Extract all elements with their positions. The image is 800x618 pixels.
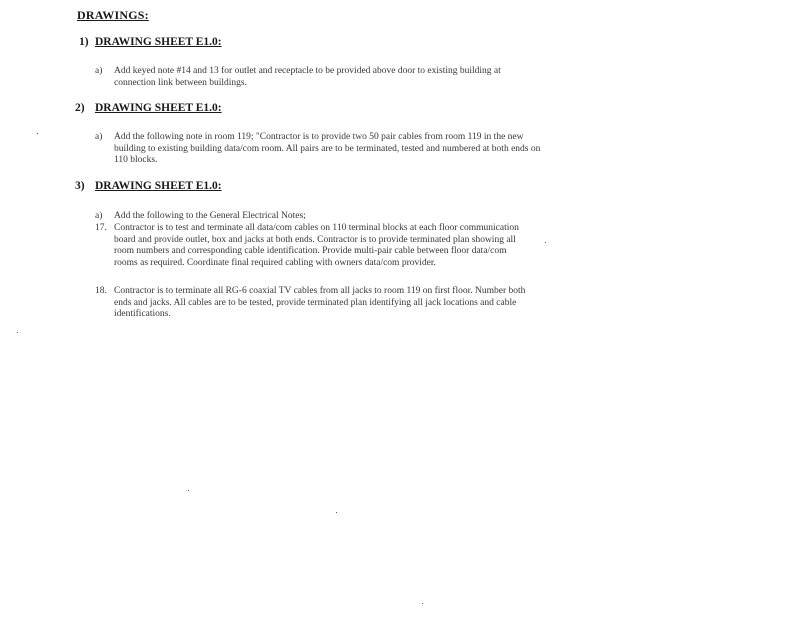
- section-label: DRAWING SHEET E1.0:: [95, 180, 222, 192]
- item-text: Contractor is to test and terminate all data/com cables on 110 terminal blocks at each floor communication board and provide outlet, box and jacks at both ends. Contractor is to provide terminated plan showing all room numbers and corresponding cable identification. Provide multi-pair cable between floor data/com rooms as required. Coordinate final required cabling with owners data/com provider.: [114, 223, 519, 268]
- item-text: Add keyed note #14 and 13 for outlet and receptacle to be provided above door to existing building at connection link between buildings.: [114, 66, 501, 88]
- item-text: Add the following note in room 119; "Contractor is to provide two 50 pair cables from room 119 in the new building to existing building data/com room. All pairs are to be terminated, tested and numbered at both ends on 110 blocks.: [114, 132, 541, 165]
- scan-speck: [17, 332, 18, 333]
- section-label: DRAWING SHEET E1.0:: [95, 102, 222, 114]
- scan-speck: [188, 490, 189, 491]
- scan-speck: [336, 512, 337, 513]
- section-number: 1): [79, 36, 89, 48]
- scan-speck: [422, 603, 423, 604]
- item-marker: a): [95, 132, 103, 142]
- scan-speck: [37, 133, 38, 134]
- section-number: 3): [75, 180, 85, 192]
- item-marker: 18.: [95, 286, 107, 296]
- item-text: Add the following to the General Electrical Notes;: [114, 211, 306, 221]
- section-number: 2): [75, 102, 85, 114]
- item-marker: a): [95, 211, 103, 221]
- item-text: Contractor is to terminate all RG-6 coaxial TV cables from all jacks to room 119 on first floor. Number both ends and jacks. All cables are to be tested, provide terminated plan identifying all jack locations and cable identifications.: [114, 286, 526, 319]
- item-marker: 17.: [95, 223, 107, 233]
- scan-speck: [545, 242, 546, 243]
- section-label: DRAWING SHEET E1.0:: [95, 36, 222, 48]
- item-marker: a): [95, 66, 103, 76]
- document-heading: DRAWINGS:: [77, 8, 149, 22]
